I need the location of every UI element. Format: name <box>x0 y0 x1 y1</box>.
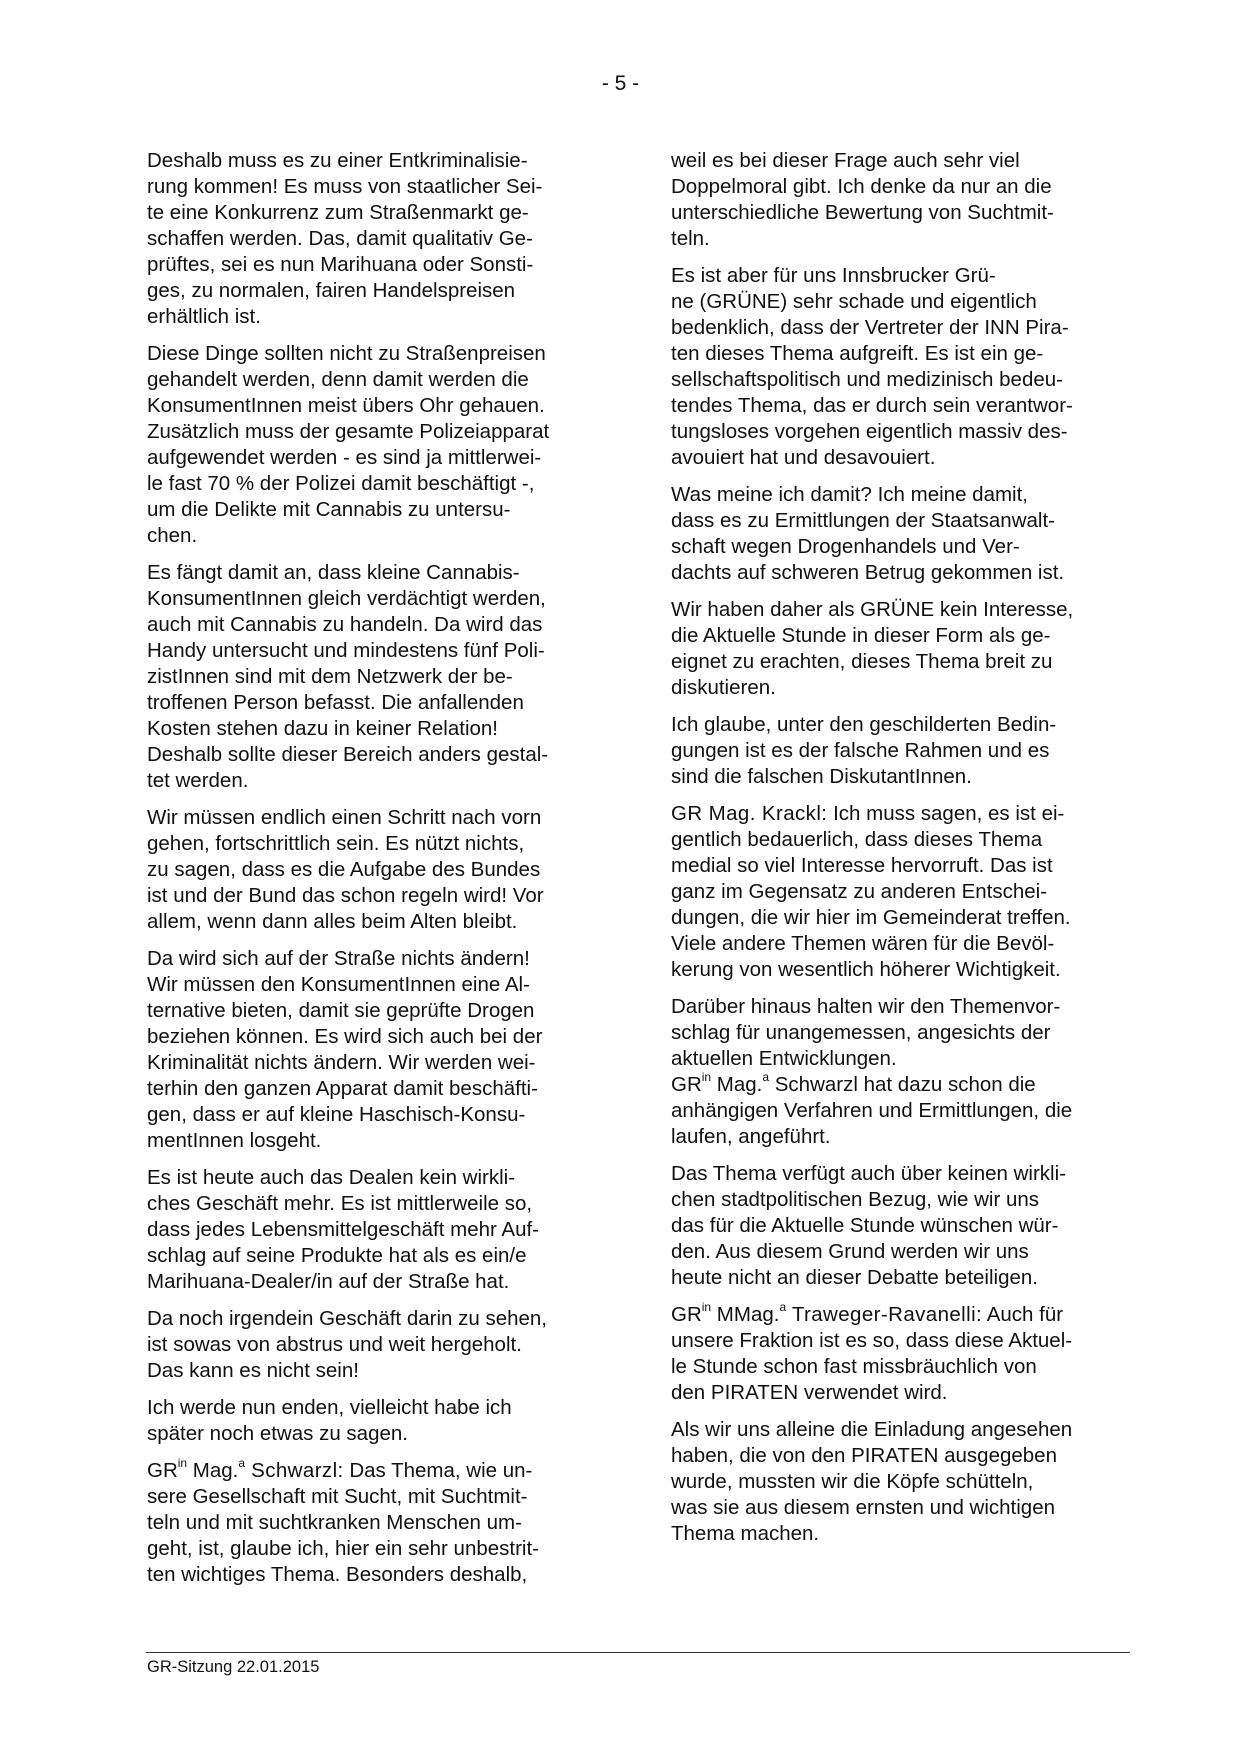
right-column <box>671 148 1131 1558</box>
text-line: Deshalb sollte dieser Bereich anders gestal- <box>147 743 549 766</box>
text-line: ist sowas von abstrus und weit hergeholt. <box>147 1333 522 1356</box>
text-line: das für die Aktuelle Stunde wünschen wür- <box>671 1214 1059 1237</box>
text-line: aktuellen Entwicklungen. <box>671 1047 897 1070</box>
text-line: Wir müssen endlich einen Schritt nach vorn <box>147 806 542 829</box>
text-line: terhin den ganzen Apparat damit beschäfti- <box>147 1077 538 1100</box>
text-line: Als wir uns alleine die Einladung angesehen <box>671 1418 1073 1441</box>
text-line: teln und mit suchtkranken Menschen um- <box>147 1511 522 1534</box>
text-line: troffenen Person befasst. Die anfallenden <box>147 691 524 714</box>
text-line: Es fängt damit an, dass kleine Cannabis- <box>147 561 520 584</box>
text-line: te eine Konkurrenz zum Straßenmarkt ge- <box>147 201 529 224</box>
text-line: unsere Fraktion ist es so, dass diese Aktuel- <box>671 1329 1073 1352</box>
text-line: dass jedes Lebensmittelgeschäft mehr Auf- <box>147 1218 539 1241</box>
paragraph <box>671 1417 1131 1547</box>
text-line: mentInnen losgeht. <box>147 1129 322 1152</box>
text-line: Thema machen. <box>671 1522 820 1545</box>
text-line: dungen, die wir hier im Gemeinderat treffen. <box>671 906 1071 929</box>
text-line: dachts auf schweren Betrug gekommen ist. <box>671 561 1065 584</box>
text-line: schaft wegen Drogenhandels und Ver- <box>671 535 1020 558</box>
text-line: allem, wenn dann alles beim Alten bleibt. <box>147 910 518 933</box>
text-line: Das Thema verfügt auch über keinen wirkli- <box>671 1162 1066 1185</box>
text-line: medial so viel Interesse hervorruft. Das ist <box>671 854 1053 877</box>
text-line: die Aktuelle Stunde in dieser Form als ge- <box>671 624 1051 647</box>
text-line: le Stunde schon fast missbräuchlich von <box>671 1355 1037 1378</box>
text-line: Ich glaube, unter den geschilderten Bedin- <box>671 713 1057 736</box>
paragraph <box>671 597 1131 701</box>
text-line: gehen, fortschrittlich sein. Es nützt nichts, <box>147 832 525 855</box>
text-line: auch mit Cannabis zu handeln. Da wird das <box>147 613 543 636</box>
text-line: Es ist aber für uns Innsbrucker Grü- <box>671 264 996 287</box>
paragraph <box>147 946 595 1154</box>
paragraph <box>147 1306 595 1384</box>
text-line: Zusätzlich muss der gesamte Polizeiapparat <box>147 420 550 443</box>
text-line: den. Aus diesem Grund werden wir uns <box>671 1240 1029 1263</box>
text-line: dass es zu Ermittlungen der Staatsanwalt- <box>671 509 1055 532</box>
speech-traweger: $GR^{in}$ MMag.$^a$ Traweger-Ravanelli: Auch für unsere Fraktion ist es so, dass diese Aktuel- le Stunde schon fast missbräuchlich von den PIRATEN verwendet wird. <box>671 1302 1131 1406</box>
text-line: sere Gesellschaft mit Sucht, mit Suchtmit- <box>147 1485 528 1508</box>
text-line: Diese Dinge sollten nicht zu Straßenpreisen <box>147 342 546 365</box>
text-line: tet werden. <box>147 769 249 792</box>
text-line: prüftes, sei es nun Marihuana oder Sonsti- <box>147 253 534 276</box>
paragraph <box>147 560 595 794</box>
paragraph <box>671 263 1131 471</box>
text-line: gungen ist es der falsche Rahmen und es <box>671 739 1050 762</box>
text-line: bedenklich, dass der Vertreter der INN Pira- <box>671 316 1069 339</box>
text-line: unterschiedliche Bewertung von Suchtmit- <box>671 201 1054 224</box>
text-line: Darüber hinaus halten wir den Themenvor- <box>671 995 1061 1018</box>
text-line: le fast 70 % der Polizei damit beschäftigt -, <box>147 472 535 495</box>
text-line: zu sagen, dass es die Aufgabe des Bundes <box>147 858 541 881</box>
text-line: Deshalb muss es zu einer Entkriminalisie- <box>147 149 528 172</box>
text-line: um die Delikte mit Cannabis zu untersu- <box>147 498 511 521</box>
text-line: ternative bieten, damit sie geprüfte Drogen <box>147 999 535 1022</box>
text-line: Viele andere Themen wären für die Bevöl- <box>671 932 1055 955</box>
text-line: laufen, angeführt. <box>671 1125 831 1148</box>
paragraph <box>147 341 595 549</box>
paragraph <box>147 805 595 935</box>
text-line: Das kann es nicht sein! <box>147 1359 359 1382</box>
text-line: teln. <box>671 227 710 250</box>
text-line: gentlich bedauerlich, dass dieses Thema <box>671 828 1043 851</box>
text-line: erhältlich ist. <box>147 305 261 328</box>
text-line: ten wichtiges Thema. Besonders deshalb, <box>147 1563 528 1586</box>
text-line: schlag für unangemessen, angesichts der <box>671 1021 1051 1044</box>
text-line: kerung von wesentlich höherer Wichtigkeit. <box>671 958 1061 981</box>
left-column <box>147 148 595 1599</box>
text-line: beziehen können. Es wird sich auch bei der <box>147 1025 543 1048</box>
text-line: Wir müssen den KonsumentInnen eine Al- <box>147 973 530 996</box>
speech-krackl: GR Mag. Krackl: Ich muss sagen, es ist ei- gentlich bedauerlich, dass dieses Thema medial so viel Interesse hervorruft. Das ist ganz im Gegensatz zu anderen Entschei- dungen, die wir hier im Gemeinderat treffen. Viele andere Themen wären für die Bevöl- kerung von wesentlich höherer Wichtigkeit. <box>671 801 1131 983</box>
text-line: Es ist heute auch das Dealen kein wirkli- <box>147 1166 516 1189</box>
text-line: ganz im Gegensatz zu anderen Entschei- <box>671 880 1048 903</box>
text-line: KonsumentInnen gleich verdächtigt werden, <box>147 587 546 610</box>
text-line: sellschaftspolitisch und medizinisch bedeu- <box>671 368 1063 391</box>
text-line: eignet zu erachten, dieses Thema breit zu <box>671 650 1053 673</box>
text-line: Kosten stehen dazu in keiner Relation! <box>147 717 499 740</box>
text-line: was sie aus diesem ernsten und wichtigen <box>671 1496 1056 1519</box>
text-line: ist und der Bund das schon regeln wird! Vor <box>147 884 544 907</box>
text-line: weil es bei dieser Frage auch sehr viel <box>671 149 1020 172</box>
speaker-name: Traweger-Ravanelli: <box>786 1303 983 1326</box>
paragraph-darueber: Darüber hinaus halten wir den Themenvor- schlag für unangemessen, angesichts der aktuellen Entwicklungen. $GR^{in}$ Mag.$^a$ Schwarzl hat dazu schon die anhängigen Verfahren und Ermittlungen, die laufen, angeführt. <box>671 994 1131 1150</box>
text-line: KonsumentInnen meist übers Ohr gehauen. <box>147 394 545 417</box>
paragraph <box>671 482 1131 586</box>
text-line: Doppelmoral gibt. Ich denke da nur an die <box>671 175 1052 198</box>
text-line: zistInnen sind mit dem Netzwerk der be- <box>147 665 513 688</box>
text-line: diskutieren. <box>671 676 776 699</box>
paragraph <box>147 1395 595 1447</box>
text-line: Da noch irgendein Geschäft darin zu sehen, <box>147 1307 548 1330</box>
speech-schwarzl: $GR^{in}$ Mag.$^a$ Schwarzl: Das Thema, wie un- sere Gesellschaft mit Sucht, mit Suchtmit- teln und mit suchtkranken Menschen um- geht, ist, glaube ich, hier ein sehr unbestrit- ten wichtiges Thema. Besonders deshalb, <box>147 1458 595 1588</box>
text-line: Da wird sich auf der Straße nichts ändern! <box>147 947 530 970</box>
text-line: sind die falschen DiskutantInnen. <box>671 765 972 788</box>
paragraph <box>671 148 1131 252</box>
text-line: anhängigen Verfahren und Ermittlungen, die <box>671 1099 1073 1122</box>
text-line: ches Geschäft mehr. Es ist mittlerweile so, <box>147 1192 533 1215</box>
text-line: ges, zu normalen, fairen Handelspreisen <box>147 279 516 302</box>
paragraph <box>147 1165 595 1295</box>
text-line: später noch etwas zu sagen. <box>147 1422 408 1445</box>
paragraph <box>671 1161 1131 1291</box>
page-number: - 5 - <box>601 72 640 95</box>
text-line: gehandelt werden, denn damit werden die <box>147 368 529 391</box>
text-line: haben, die von den PIRATEN ausgegeben <box>671 1444 1057 1467</box>
text-line: Was meine ich damit? Ich meine damit, <box>671 483 1028 506</box>
text-line: tendes Thema, das er durch sein verantwor- <box>671 394 1073 417</box>
text-line: tungsloses vorgehen eigentlich massiv des- <box>671 420 1068 443</box>
text-line: Wir haben daher als GRÜNE kein Interesse, <box>671 598 1074 621</box>
text-line: den PIRATEN verwendet wird. <box>671 1381 948 1404</box>
text-line: gen, dass er auf kleine Haschisch-Konsu- <box>147 1103 526 1126</box>
text-line: Handy untersucht und mindestens fünf Poli- <box>147 639 545 662</box>
text-line: schaffen werden. Das, damit qualitativ Ge- <box>147 227 533 250</box>
text-line: ten dieses Thema aufgreift. Es ist ein ge- <box>671 342 1044 365</box>
text-line: Ich werde nun enden, vielleicht habe ich <box>147 1396 512 1419</box>
footer-session-date: GR-Sitzung 22.01.2015 <box>147 1658 320 1676</box>
text-line: aufgewendet werden - es sind ja mittlerwei- <box>147 446 542 469</box>
paragraph <box>671 712 1131 790</box>
text-line: Marihuana-Dealer/in auf der Straße hat. <box>147 1270 510 1293</box>
text-line: geht, ist, glaube ich, hier ein sehr unbestrit- <box>147 1537 539 1560</box>
text-line: rung kommen! Es muss von staatlicher Sei- <box>147 175 543 198</box>
text-line: heute nicht an dieser Debatte beteiligen. <box>671 1266 1038 1289</box>
text-line: ne (GRÜNE) sehr schade und eigentlich <box>671 290 1037 313</box>
text-line: chen. <box>147 524 198 547</box>
text-line: chen stadtpolitischen Bezug, wie wir uns <box>671 1188 1040 1211</box>
text-line: avouiert hat und desavouiert. <box>671 446 936 469</box>
paragraph <box>147 148 595 330</box>
text-line: schlag auf seine Produkte hat als es ein/e <box>147 1244 527 1267</box>
speaker-name: Schwarzl: <box>245 1459 344 1482</box>
text-line: wurde, mussten wir die Köpfe schütteln, <box>671 1470 1034 1493</box>
speaker-name: GR Mag. Krackl: <box>671 802 828 825</box>
text-line: Kriminalität nichts ändern. Wir werden wei- <box>147 1051 536 1074</box>
footer-divider <box>146 1652 1130 1653</box>
